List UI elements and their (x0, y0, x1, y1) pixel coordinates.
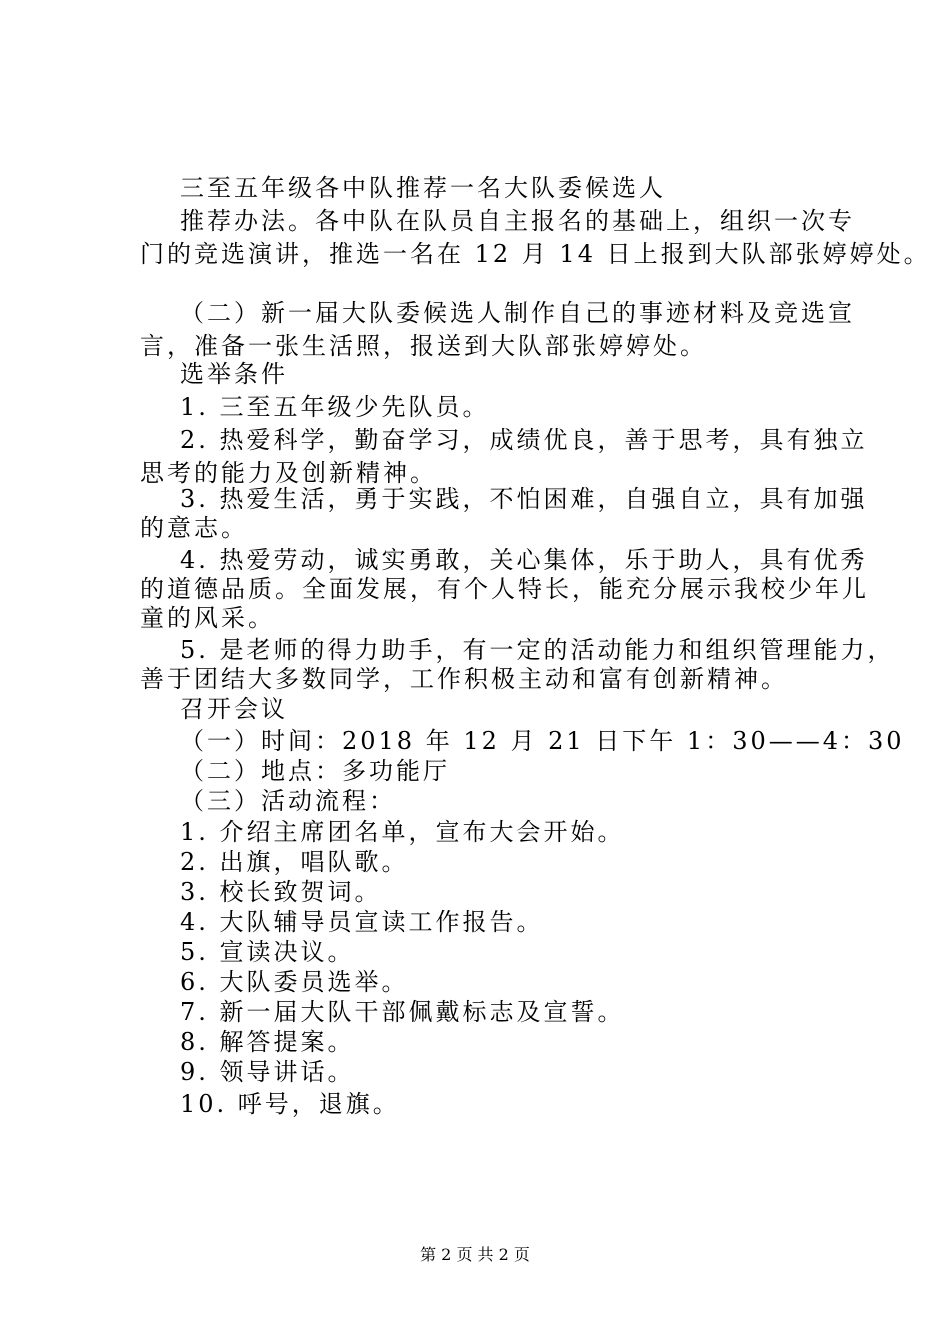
text-line: 3. 热爱生活，勇于实践，不怕困难，自强自立，具有加强 (180, 485, 868, 513)
text-line: （一）时间：2018 年 12 月 21 日下午 1：30——4：30 (180, 727, 905, 755)
list-item: 8. 解答提案。 (180, 1028, 355, 1056)
text-line: （三）活动流程： (180, 787, 396, 815)
list-item: 5. 宣读决议。 (180, 938, 355, 966)
section-heading: 选举条件 (180, 360, 288, 388)
text-line: （二）新一届大队委候选人制作自己的事迹材料及竞选宣 (180, 299, 855, 327)
list-item: 6. 大队委员选举。 (180, 968, 409, 996)
text-line: 推荐办法。各中队在队员自主报名的基础上，组织一次专 (180, 207, 855, 235)
section-heading: 召开会议 (180, 695, 288, 723)
text-line: 的意志。 (140, 514, 248, 542)
text-line: 思考的能力及创新精神。 (140, 459, 437, 487)
list-item: 9. 领导讲话。 (180, 1058, 355, 1086)
text-line: 2. 热爱科学，勤奋学习，成绩优良，善于思考，具有独立 (180, 426, 868, 454)
list-item: 3. 校长致贺词。 (180, 878, 382, 906)
text-line: 言，准备一张生活照，报送到大队部张婷婷处。 (140, 332, 707, 360)
list-item: 2. 出旗，唱队歌。 (180, 848, 409, 876)
text-line: 善于团结大多数同学，工作积极主动和富有创新精神。 (140, 665, 788, 693)
text-line: 门的竞选演讲，推选一名在 12 月 14 日上报到大队部张婷婷处。 (140, 240, 931, 268)
list-item: 4. 大队辅导员宣读工作报告。 (180, 908, 544, 936)
list-item: 7. 新一届大队干部佩戴标志及宣誓。 (180, 998, 625, 1026)
text-line: 5. 是老师的得力助手，有一定的活动能力和组织管理能力， (180, 636, 895, 664)
page-footer: 第 2 页 共 2 页 (420, 1245, 530, 1264)
text-line: 的道德品质。全面发展，有个人特长，能充分展示我校少年儿 (140, 575, 869, 603)
list-item: 10. 呼号，退旗。 (180, 1090, 400, 1118)
text-line: 4. 热爱劳动，诚实勇敢，关心集体，乐于助人，具有优秀 (180, 546, 868, 574)
list-item: 1. 介绍主席团名单，宣布大会开始。 (180, 818, 625, 846)
text-line: 童的风采。 (140, 604, 275, 632)
text-line: （二）地点：多功能厅 (180, 757, 450, 785)
text-line: 三至五年级各中队推荐一名大队委候选人 (180, 174, 666, 202)
text-line: 1. 三至五年级少先队员。 (180, 393, 490, 421)
